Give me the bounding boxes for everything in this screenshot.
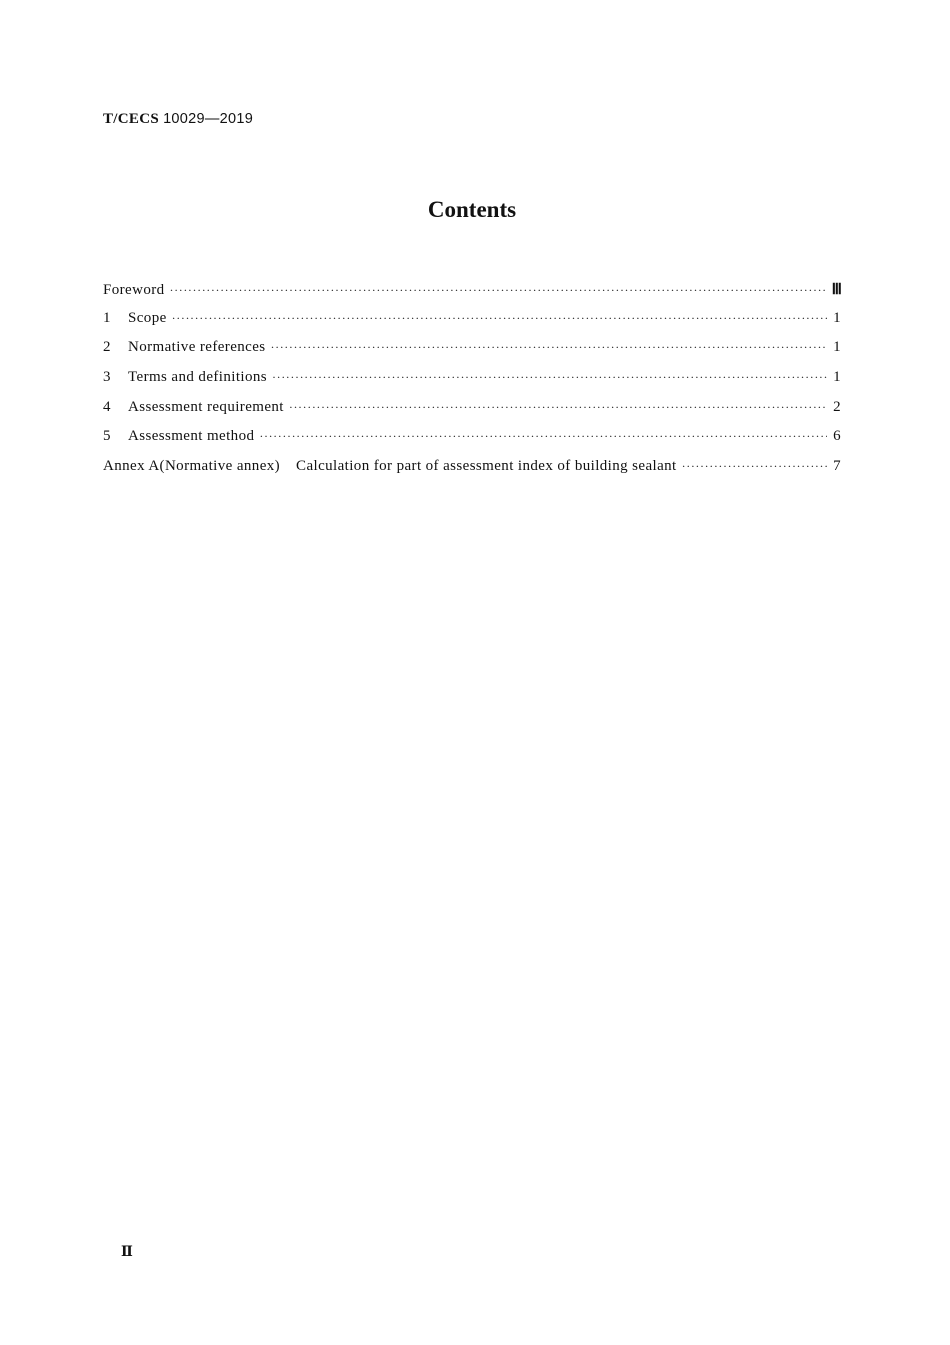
- toc-entry-number: 2: [103, 339, 111, 356]
- toc-dot-leader: [272, 370, 827, 385]
- toc-entry-label: Annex A(Normative annex): [103, 458, 281, 475]
- toc-entry-number: 4: [103, 398, 111, 415]
- page-title: Contents: [427, 197, 517, 222]
- toc-entry-number: 3: [103, 369, 111, 386]
- toc-entry-assessment-requirement[interactable]: [103, 399, 841, 429]
- toc-entry-page: 6: [833, 428, 841, 445]
- toc-entry-page: 1: [833, 369, 841, 386]
- toc-entry-normative-references[interactable]: [103, 339, 841, 369]
- toc-entry-label: Normative references: [128, 339, 266, 356]
- toc-dot-leader: [682, 459, 827, 474]
- toc-entry-annex-a[interactable]: [103, 458, 841, 488]
- toc-entry-number: 1: [103, 309, 111, 326]
- page-number: Ⅱ: [121, 1245, 132, 1260]
- toc-entry-label: Assessment requirement: [128, 398, 284, 415]
- document-code-prefix: T/CECS: [103, 111, 159, 127]
- toc-dot-leader: [271, 340, 827, 355]
- toc-entry-page: Ⅲ: [831, 282, 841, 298]
- toc-dot-leader: [172, 311, 827, 326]
- toc-entry-assessment-method[interactable]: [103, 428, 841, 458]
- toc-entry-subtitle: Calculation for part of assessment index of building sealant: [296, 458, 677, 475]
- toc-dot-leader: [289, 400, 827, 415]
- toc-entry-terms-and-definitions[interactable]: [103, 369, 841, 399]
- document-code-number: 10029—2019: [163, 111, 254, 127]
- toc-entry-page: 1: [833, 339, 841, 356]
- toc-entry-number: 5: [103, 428, 111, 445]
- toc-entry-foreword[interactable]: [103, 280, 841, 310]
- toc-entry-label: Terms and definitions: [128, 369, 267, 386]
- toc-entry-label: Assessment method: [128, 428, 255, 445]
- toc-entry-page: 1: [833, 309, 841, 326]
- toc-entry-label: Foreword: [103, 282, 165, 298]
- document-code: [103, 111, 253, 128]
- toc-entry-label: Scope: [128, 309, 167, 326]
- toc-dot-leader: [170, 283, 826, 298]
- toc-entry-page: 2: [833, 398, 841, 415]
- toc-dot-leader: [259, 429, 827, 444]
- toc-entry-scope[interactable]: [103, 310, 841, 340]
- toc-entry-page: 7: [833, 458, 841, 475]
- table-of-contents: [103, 280, 841, 488]
